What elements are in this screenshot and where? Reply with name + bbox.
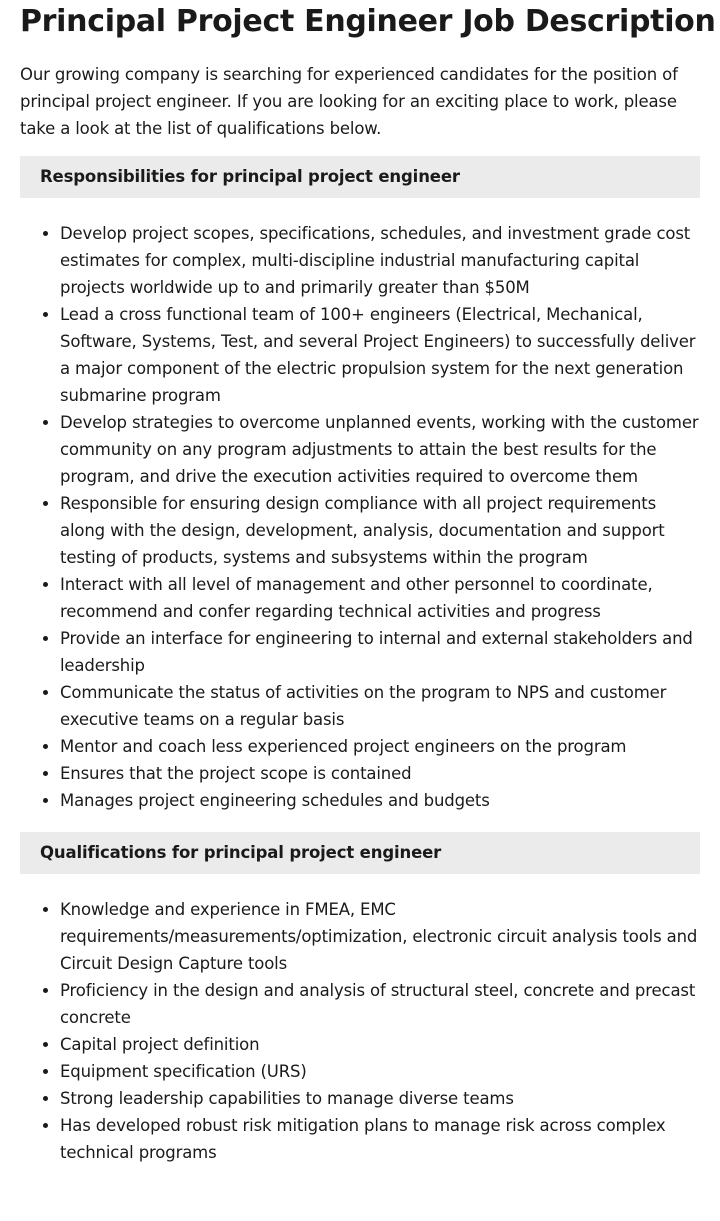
page-title: Principal Project Engineer Job Description [20,4,716,39]
list-item: • Communicate the status of activities on the program to NPS and customer executive teams on a regular basis [60,679,700,733]
list-item: • Proficiency in the design and analysis of structural steel, concrete and precast concrete [60,977,700,1031]
list-item: • Manages project engineering schedules and budgets [60,787,700,814]
list-item: • Ensures that the project scope is contained [60,760,700,787]
list-item: • Mentor and coach less experienced project engineers on the program [60,733,700,760]
qualifications-heading: Qualifications for principal project engineer [20,832,700,874]
list-item: • Equipment specification (URS) [60,1058,700,1085]
list-item: • Develop strategies to overcome unplanned events, working with the customer community on any program adjustments to attain the best results for the program, and drive the execution activities required to overcome them [60,409,700,490]
list-item: • Interact with all level of management and other personnel to coordinate, recommend and confer regarding technical activities and progress [60,571,700,625]
list-item: • Capital project definition [60,1031,700,1058]
list-item: • Strong leadership capabilities to manage diverse teams [60,1085,700,1112]
qualifications-list [20,896,700,1166]
list-item: • Develop project scopes, specifications, schedules, and investment grade cost estimates for complex, multi-discipline industrial manufacturing capital projects worldwide up to and primarily greater than $50M [60,220,700,301]
list-item: • Lead a cross functional team of 100+ engineers (Electrical, Mechanical, Software, Systems, Test, and several Project Engineers) to successfully deliver a major component of the electric propulsion system for the next generation submarine program [60,301,700,409]
list-item: • Knowledge and experience in FMEA, EMC requirements/measurements/optimization, electronic circuit analysis tools and Circuit Design Capture tools [60,896,700,977]
intro-paragraph: Our growing company is searching for experienced candidates for the position of principal project engineer. If you are looking for an exciting place to work, please take a look at the list of qualifications below. [20,65,678,138]
responsibilities-list [20,220,700,814]
list-item: • Has developed robust risk mitigation plans to manage risk across complex technical programs [60,1112,700,1166]
list-item: • Responsible for ensuring design compliance with all project requirements along with the design, development, analysis, documentation and support testing of products, systems and subsystems within the program [60,490,700,571]
job-description-page [0,2,720,1166]
responsibilities-heading: Responsibilities for principal project engineer [20,156,700,198]
list-item: • Provide an interface for engineering to internal and external stakeholders and leadership [60,625,700,679]
